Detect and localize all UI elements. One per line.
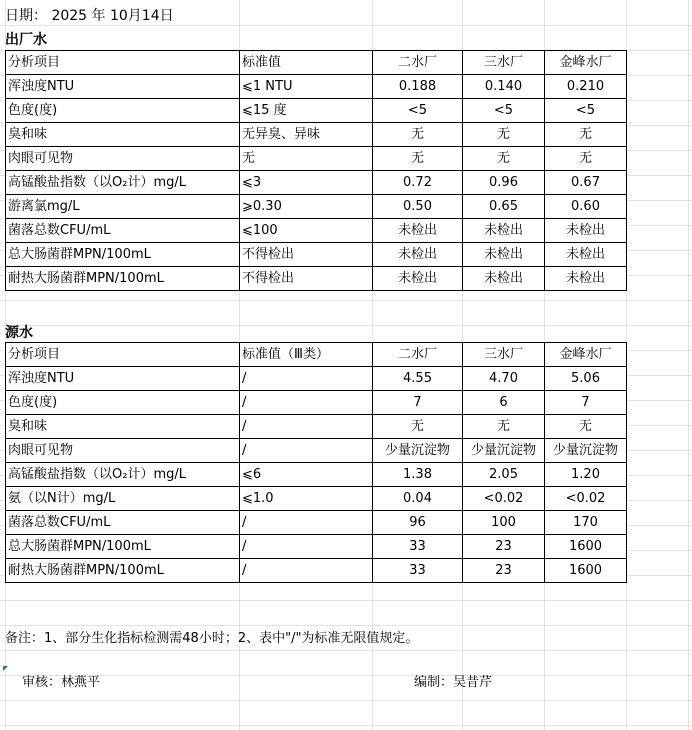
source-water-table xyxy=(5,342,627,583)
item-name-cell[interactable]: 总大肠菌群MPN/100mL xyxy=(6,243,240,267)
column-header[interactable]: 金峰水厂 xyxy=(545,51,627,75)
value-cell[interactable]: 6 xyxy=(463,391,545,415)
value-cell[interactable]: 1600 xyxy=(545,559,627,583)
gridline xyxy=(0,600,692,601)
table-row xyxy=(6,535,627,559)
table-row xyxy=(6,415,627,439)
table-row xyxy=(6,487,627,511)
value-cell[interactable]: 未检出 xyxy=(463,267,545,291)
table-row xyxy=(6,439,627,463)
value-cell[interactable]: <0.02 xyxy=(545,487,627,511)
value-cell[interactable]: / xyxy=(240,391,373,415)
date-line: 日期： 2025 年 10月14日 xyxy=(5,8,174,24)
value-cell[interactable]: 无 xyxy=(463,123,545,147)
item-name-cell[interactable]: 肉眼可见物 xyxy=(6,147,240,171)
value-cell[interactable]: <5 xyxy=(545,99,627,123)
value-cell[interactable]: 2.05 xyxy=(463,463,545,487)
item-name-cell[interactable]: 臭和味 xyxy=(6,123,240,147)
item-name-cell[interactable]: 氨（以N计）mg/L xyxy=(6,487,240,511)
gridline xyxy=(0,325,692,326)
value-cell[interactable]: 0.67 xyxy=(545,171,627,195)
table-row xyxy=(6,219,627,243)
item-name-cell[interactable]: 总大肠菌群MPN/100mL xyxy=(6,535,240,559)
value-cell[interactable]: 0.65 xyxy=(463,195,545,219)
item-name-cell[interactable]: 色度(度) xyxy=(6,99,240,123)
value-cell[interactable]: 0.60 xyxy=(545,195,627,219)
column-header[interactable]: 三水厂 xyxy=(463,343,545,367)
value-cell[interactable]: 未检出 xyxy=(463,243,545,267)
item-name-cell[interactable]: 耐热大肠菌群MPN/100mL xyxy=(6,559,240,583)
value-cell[interactable]: 4.55 xyxy=(373,367,463,391)
value-cell[interactable]: <0.02 xyxy=(463,487,545,511)
value-cell[interactable]: 无 xyxy=(373,123,463,147)
gridline xyxy=(688,0,689,730)
value-cell[interactable]: ⩽1.0 xyxy=(240,487,373,511)
item-name-cell[interactable]: 菌落总数CFU/mL xyxy=(6,511,240,535)
table-row xyxy=(6,195,627,219)
value-cell[interactable]: 无 xyxy=(373,415,463,439)
value-cell[interactable]: 无 xyxy=(545,415,627,439)
corner-mark xyxy=(3,666,8,671)
table-row xyxy=(6,511,627,535)
value-cell[interactable]: 0.04 xyxy=(373,487,463,511)
value-cell[interactable]: / xyxy=(240,511,373,535)
remark-note: 备注：1、部分生化指标检测需48小时；2、表中"/"为标准无限值规定。 xyxy=(5,631,419,646)
value-cell[interactable]: 未检出 xyxy=(373,219,463,243)
item-name-cell[interactable]: 浑浊度NTU xyxy=(6,367,240,391)
item-name-cell[interactable]: 高锰酸盐指数（以O₂计）mg/L xyxy=(6,463,240,487)
outlet-water-table xyxy=(5,50,627,291)
table-row xyxy=(6,243,627,267)
item-name-cell[interactable]: 耐热大肠菌群MPN/100mL xyxy=(6,267,240,291)
table-row xyxy=(6,367,627,391)
value-cell[interactable]: 0.140 xyxy=(463,75,545,99)
value-cell[interactable]: 未检出 xyxy=(545,267,627,291)
gridline xyxy=(0,25,692,26)
column-header[interactable]: 二水厂 xyxy=(373,51,463,75)
table-row xyxy=(6,171,627,195)
value-cell[interactable]: ⩽6 xyxy=(240,463,373,487)
table-header-row xyxy=(6,51,627,75)
value-cell[interactable]: ⩽1 NTU xyxy=(240,75,373,99)
value-cell[interactable]: / xyxy=(240,367,373,391)
value-cell[interactable]: 1600 xyxy=(545,535,627,559)
value-cell[interactable]: 无 xyxy=(545,123,627,147)
value-cell[interactable]: 不得检出 xyxy=(240,267,373,291)
value-cell[interactable]: <5 xyxy=(373,99,463,123)
value-cell[interactable]: 无 xyxy=(373,147,463,171)
value-cell[interactable]: 100 xyxy=(463,511,545,535)
gridline xyxy=(0,650,692,651)
value-cell[interactable]: 0.96 xyxy=(463,171,545,195)
value-cell[interactable]: 不得检出 xyxy=(240,243,373,267)
value-cell[interactable]: / xyxy=(240,439,373,463)
item-name-cell[interactable]: 肉眼可见物 xyxy=(6,439,240,463)
value-cell[interactable]: 1.20 xyxy=(545,463,627,487)
value-cell[interactable]: 少量沉淀物 xyxy=(463,439,545,463)
value-cell[interactable]: 5.06 xyxy=(545,367,627,391)
value-cell[interactable]: 33 xyxy=(373,559,463,583)
value-cell[interactable]: 未检出 xyxy=(373,243,463,267)
table-row xyxy=(6,147,627,171)
gridline xyxy=(0,625,692,626)
value-cell[interactable]: ⩽15 度 xyxy=(240,99,373,123)
value-cell[interactable]: 170 xyxy=(545,511,627,535)
table-row xyxy=(6,267,627,291)
value-cell[interactable]: 无 xyxy=(463,147,545,171)
value-cell[interactable]: 未检出 xyxy=(463,219,545,243)
value-cell[interactable]: 33 xyxy=(373,535,463,559)
item-name-cell[interactable]: 臭和味 xyxy=(6,415,240,439)
value-cell[interactable]: / xyxy=(240,535,373,559)
item-name-cell[interactable]: 色度(度) xyxy=(6,391,240,415)
table-row xyxy=(6,391,627,415)
item-name-cell[interactable]: 高锰酸盐指数（以O₂计）mg/L xyxy=(6,171,240,195)
column-header[interactable]: 二水厂 xyxy=(373,343,463,367)
table-header-row xyxy=(6,343,627,367)
value-cell[interactable]: 0.188 xyxy=(373,75,463,99)
value-cell[interactable]: 4.70 xyxy=(463,367,545,391)
table-row xyxy=(6,99,627,123)
table-row xyxy=(6,559,627,583)
column-header[interactable]: 金峰水厂 xyxy=(545,343,627,367)
table-row xyxy=(6,463,627,487)
value-cell[interactable]: 无 xyxy=(545,147,627,171)
value-cell[interactable]: 少量沉淀物 xyxy=(373,439,463,463)
gridline xyxy=(0,675,692,676)
value-cell[interactable]: ⩽3 xyxy=(240,171,373,195)
value-cell[interactable]: 0.72 xyxy=(373,171,463,195)
value-cell[interactable]: 7 xyxy=(373,391,463,415)
value-cell[interactable]: 未检出 xyxy=(373,267,463,291)
value-cell[interactable]: 1.38 xyxy=(373,463,463,487)
value-cell[interactable]: ⩾0.30 xyxy=(240,195,373,219)
value-cell[interactable]: 无 xyxy=(240,147,373,171)
gridline xyxy=(0,725,692,726)
value-cell[interactable]: 23 xyxy=(463,559,545,583)
section-title-source-water: 源水 xyxy=(5,325,33,341)
gridline xyxy=(0,300,692,301)
value-cell[interactable]: 0.210 xyxy=(545,75,627,99)
value-cell[interactable]: 少量沉淀物 xyxy=(545,439,627,463)
value-cell[interactable]: 未检出 xyxy=(545,243,627,267)
value-cell[interactable]: 无 xyxy=(463,415,545,439)
item-name-cell[interactable]: 浑浊度NTU xyxy=(6,75,240,99)
value-cell[interactable]: 23 xyxy=(463,535,545,559)
gridline xyxy=(0,700,692,701)
column-header[interactable]: 分析项目 xyxy=(6,343,240,367)
table-row xyxy=(6,75,627,99)
value-cell[interactable]: 0.50 xyxy=(373,195,463,219)
value-cell[interactable]: 未检出 xyxy=(545,219,627,243)
column-header[interactable]: 标准值 xyxy=(240,51,373,75)
value-cell[interactable]: <5 xyxy=(463,99,545,123)
value-cell[interactable]: 96 xyxy=(373,511,463,535)
table-row xyxy=(6,123,627,147)
item-name-cell[interactable]: 菌落总数CFU/mL xyxy=(6,219,240,243)
column-header[interactable]: 标准值（Ⅲ类） xyxy=(240,343,373,367)
reviewer-signature: 审核：林燕平 xyxy=(22,675,101,690)
value-cell[interactable]: 无异臭、异味 xyxy=(240,123,373,147)
value-cell[interactable]: / xyxy=(240,415,373,439)
column-header[interactable]: 三水厂 xyxy=(463,51,545,75)
column-header[interactable]: 分析项目 xyxy=(6,51,240,75)
section-title-outlet-water: 出厂水 xyxy=(5,32,47,48)
value-cell[interactable]: 7 xyxy=(545,391,627,415)
value-cell[interactable]: ⩽100 xyxy=(240,219,373,243)
value-cell[interactable]: / xyxy=(240,559,373,583)
item-name-cell[interactable]: 游离氯mg/L xyxy=(6,195,240,219)
editor-signature: 编制：吴昔芹 xyxy=(414,675,493,690)
